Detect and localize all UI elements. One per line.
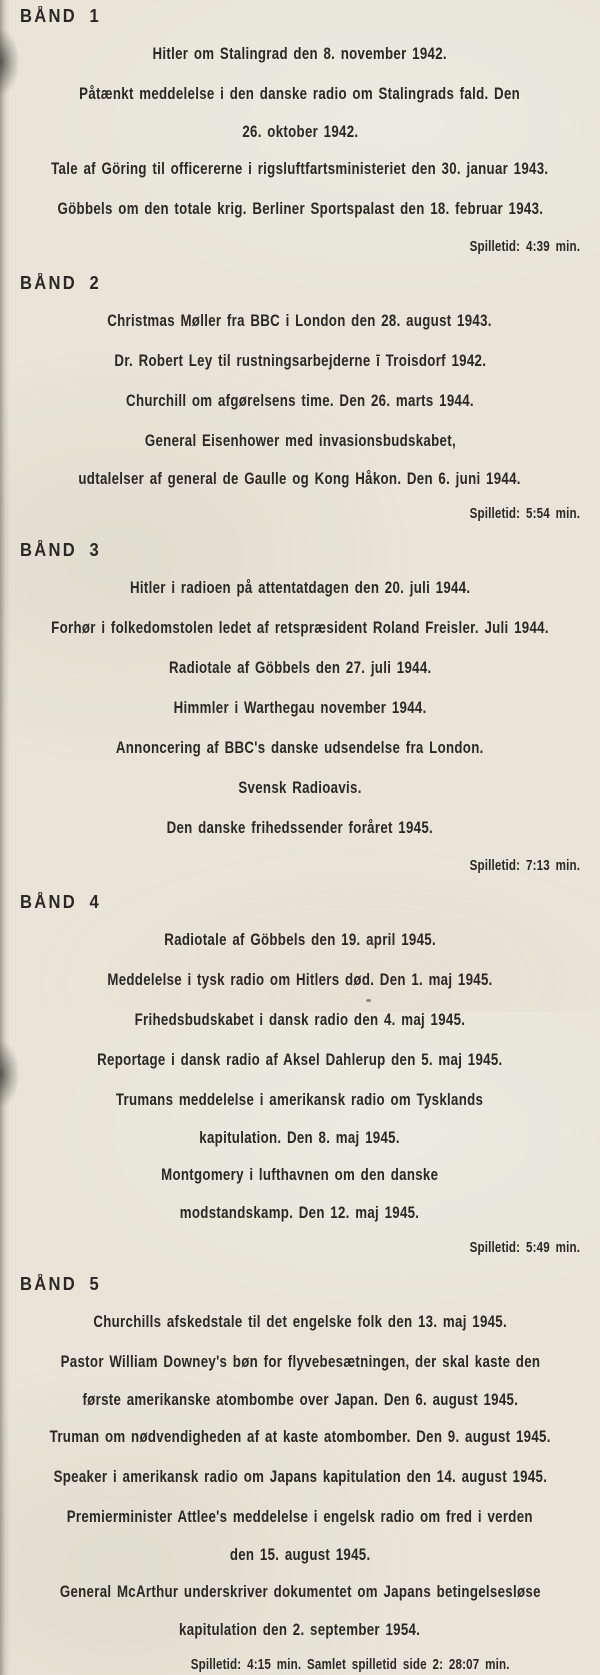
track-line-continuation: den 15. august 1945. [229,1544,371,1564]
band-5-title-text: BÅND 5 [20,1273,101,1294]
track-line: Reportage i dansk radio af Aksel Dahlerup den 5. maj 1945. [97,1050,503,1069]
track-line-continuation: første amerikanske atombombe over Japan. Den 6. august 1945. [82,1389,518,1409]
playing-time-band-4: Spilletid: 5:49 min. [469,1240,580,1256]
track-line: General McArthur underskriver dokumentet om Japans betingelsesløse [59,1582,541,1601]
track-line: Trumans meddelelse i amerikansk radio om Tysklands [116,1090,484,1109]
playing-time-band-5-total: Spilletid: 4:15 min. Samlet spilletid side 2: 28:07 min. [191,1657,510,1673]
band-1-title [10,6,590,26]
band-2-title [10,273,590,293]
track-line: Tale af Göring til officererne i rigsluftfartsministeriet den 30. januar 1943. [51,159,549,178]
track-line: Meddelelse i tysk radio om Hitlers død. Den 1. maj 1945. [107,970,493,989]
track-line: Hitler om Stalingrad den 8. november 1942. [152,44,448,63]
band-5-section [10,1274,590,1675]
playing-time-band-1: Spilletid: 4:39 min. [469,239,580,255]
band-3-section [10,540,590,876]
track-line: Radiotale af Göbbels den 19. april 1945. [164,930,436,949]
band-4-section [10,892,590,1258]
track-line: Annoncering af BBC's danske udsendelse fra London. [116,738,484,757]
track-line-continuation: modstandskamp. Den 12. maj 1945. [180,1202,420,1222]
track-line: Premierminister Attlee's meddelelse i engelsk radio om fred i verden [66,1507,534,1526]
track-line-continuation: 26. oktober 1942. [241,121,359,141]
band-5-title [10,1274,590,1294]
track-line: Den danske frihedssender foråret 1945. [166,818,434,837]
track-line: Påtænkt meddelelse i den danske radio om Stalingrads fald. Den [79,84,521,103]
track-line-continuation: kapitulation. Den 8. maj 1945. [199,1127,401,1147]
band-4-title-text: BÅND 4 [20,891,101,912]
track-line: Pastor William Downey's bøn for flyvebesætningen, der skal kaste den [60,1352,540,1371]
track-line: Hitler i radioen på attentatdagen den 20. juli 1944. [129,578,471,597]
track-line: Himmler i Warthegau november 1944. [173,698,427,717]
band-3-title-text: BÅND 3 [20,539,101,560]
track-line: Göbbels om den totale krig. Berliner Sportspalast den 18. februar 1943. [57,199,543,218]
playing-time-band-2: Spilletid: 5:54 min. [469,506,580,522]
track-line-continuation: udtalelser af general de Gaulle og Kong Håkon. Den 6. juni 1944. [78,468,522,488]
paper-speck [366,999,371,1002]
track-line: General Eisenhower med invasionsbudskabet, [144,431,456,450]
band-1-title-text: BÅND 1 [20,5,101,26]
track-line-continuation: kapitulation den 2. september 1954. [179,1619,421,1639]
band-2-title-text: BÅND 2 [20,272,101,293]
track-line: Christmas Møller fra BBC i London den 28. august 1943. [107,311,493,330]
track-line: Svensk Radioavis. [238,778,362,797]
band-1-section [10,6,590,257]
band-4-title [10,892,590,912]
playing-time-band-3: Spilletid: 7:13 min. [469,858,580,874]
track-line: Churchill om afgørelsens time. Den 26. marts 1944. [126,391,474,410]
band-2-section [10,273,590,524]
track-line: Frihedsbudskabet i dansk radio den 4. maj 1945. [134,1010,466,1029]
track-line: Speaker i amerikansk radio om Japans kapitulation den 14. august 1945. [53,1467,547,1486]
track-line: Forhør i folkedomstolen ledet af retspræsident Roland Freisler. Juli 1944. [51,618,549,637]
track-line: Churchills afskedstale til det engelske folk den 13. maj 1945. [93,1312,507,1331]
track-line: Montgomery i lufthavnen om den danske [161,1165,439,1184]
track-line: Dr. Robert Ley til rustningsarbejderne ī Troisdorf 1942. [114,351,486,370]
track-line: Radiotale af Göbbels den 27. juli 1944. [168,658,432,677]
band-3-title [10,540,590,560]
track-line: Truman om nødvendigheden af at kaste atombomber. Den 9. august 1945. [49,1427,551,1446]
